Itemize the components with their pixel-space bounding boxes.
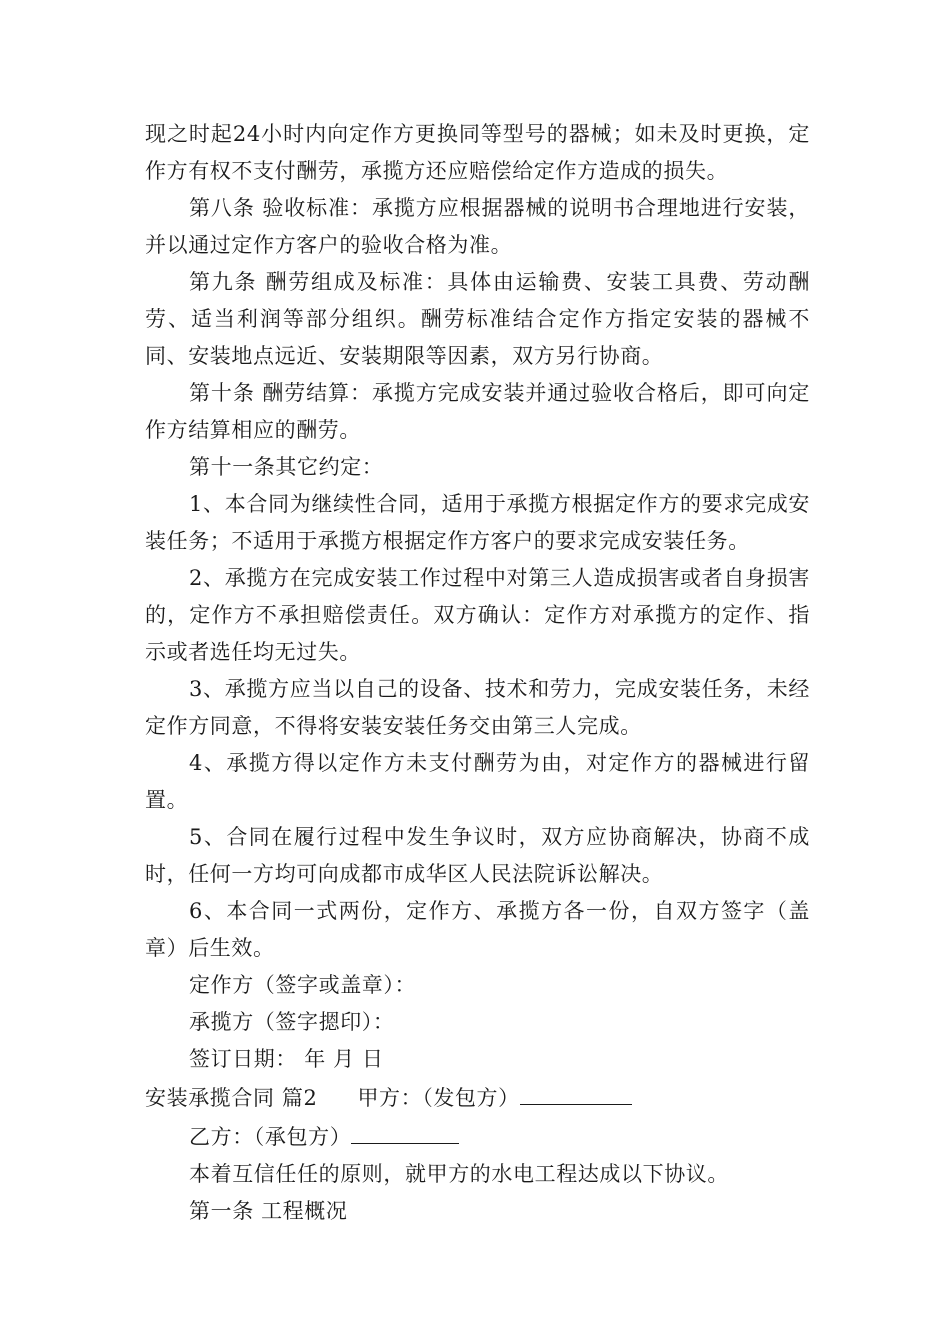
clause-6: 6、本合同一式两份，定作方、承揽方各一份，自双方签字（盖章）后生效。 xyxy=(145,899,810,960)
party-b-label: 乙方：（承包方） xyxy=(189,1125,352,1149)
section-2-header-line xyxy=(145,1078,810,1117)
article-10-settlement: 第十条 酬劳结算：承揽方完成安装并通过验收合格后，即可向定作方结算相应的酬劳。 xyxy=(145,381,810,442)
signing-date: 签订日期： 年 月 日 xyxy=(189,1047,384,1071)
intro-paragraph: 本着互信任任的原则，就甲方的水电工程达成以下协议。 xyxy=(189,1162,729,1186)
paragraph-continuation: 现之时起24小时内向定作方更换同等型号的器械；如未及时更换，定作方有权不支付酬劳，承揽方还应赔偿给定作方造成的损失。 xyxy=(145,122,810,183)
article-11-heading: 第十一条其它约定： xyxy=(189,455,384,479)
party-b-blank xyxy=(351,1117,459,1144)
clause-1: 1、本合同为继续性合同，适用于承揽方根据定作方的要求完成安装任务；不适用于承揽方根据定作方客户的要求完成安装任务。 xyxy=(145,492,810,553)
article-1-heading: 第一条 工程概况 xyxy=(189,1199,348,1223)
signature-party-a: 定作方（签字或盖章）： xyxy=(189,973,417,997)
article-9-remuneration: 第九条 酬劳组成及标准：具体由运输费、安装工具费、劳动酬劳、适当利润等部分组织。酬劳标准结合定作方指定安装的器械不同、安装地点远近、安装期限等因素，双方另行协商。 xyxy=(145,270,810,368)
section-2-title: 安装承揽合同 篇2 xyxy=(145,1086,318,1110)
party-a-label: 甲方：（发包方） xyxy=(357,1086,520,1110)
clause-4: 4、承揽方得以定作方未支付酬劳为由，对定作方的器械进行留置。 xyxy=(145,751,810,812)
clause-2: 2、承揽方在完成安装工作过程中对第三人造成损害或者自身损害的，定作方不承担赔偿责任。双方确认：定作方对承揽方的定作、指示或者选任均无过失。 xyxy=(145,566,810,664)
clause-3: 3、承揽方应当以自己的设备、技术和劳力，完成安装任务，未经定作方同意，不得将安装安装任务交由第三人完成。 xyxy=(145,677,810,738)
party-b-line xyxy=(145,1117,810,1156)
signature-party-b: 承揽方（签字摁印）： xyxy=(189,1010,395,1034)
document-page xyxy=(145,116,810,1230)
party-a-blank xyxy=(520,1078,632,1105)
clause-5: 5、合同在履行过程中发生争议时，双方应协商解决，协商不成时，任何一方均可向成都市成华区人民法院诉讼解决。 xyxy=(145,825,810,886)
article-8-acceptance: 第八条 验收标准：承揽方应根据器械的说明书合理地进行安装，并以通过定作方客户的验收合格为准。 xyxy=(145,196,810,257)
